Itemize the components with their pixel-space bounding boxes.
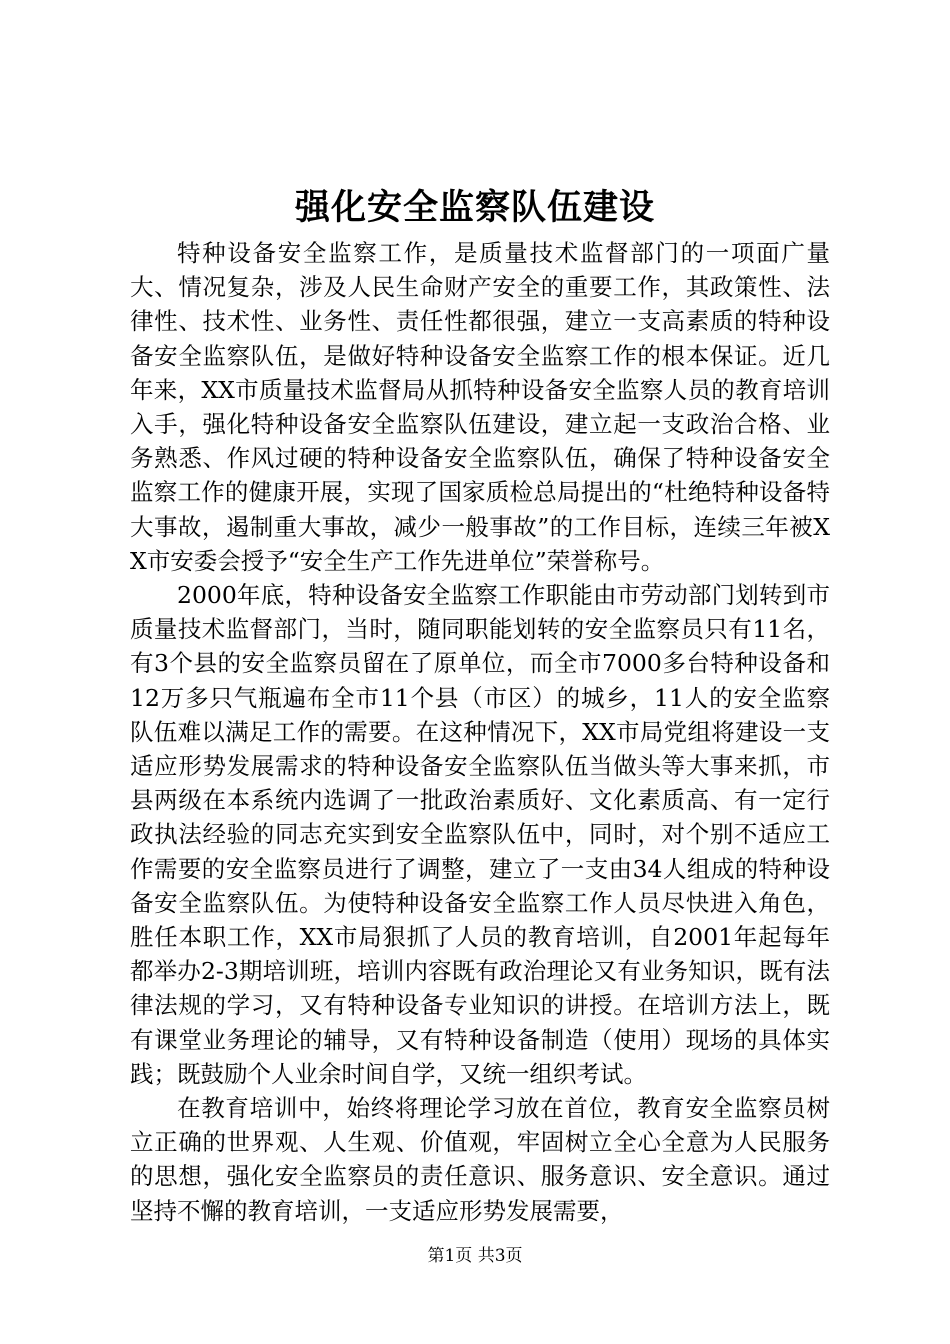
document-body bbox=[130, 236, 830, 1228]
paragraph-3: 在教育培训中，始终将理论学习放在首位，教育安全监察员树立正确的世界观、人生观、价值观，牢固树立全心全意为人民服务的思想，强化安全监察员的责任意识、服务意识、安全意识。通过坚持不懈的教育培训，一支适应形势发展需要， bbox=[130, 1094, 830, 1225]
page-footer: 第1页 共3页 bbox=[427, 1246, 523, 1266]
document-title: 强化安全监察队伍建设 bbox=[294, 187, 655, 228]
paragraph-1: 特种设备安全监察工作，是质量技术监督部门的一项面广量大、情况复杂，涉及人民生命财产安全的重要工作，其政策性、法律性、技术性、业务性、责任性都很强，建立一支高素质的特种设备安全监察队伍，是做好特种设备安全监察工作的根本保证。近几年来，XX市质量技术监督局从抓特种设备安全监察人员的教育培训入手，强化特种设备安全监察队伍建设，建立起一支政治合格、业务熟悉、作风过硬的特种设备安全监察队伍，确保了特种设备安全监察工作的健康开展，实现了国家质检总局提出的“杜绝特种设备特大事故，遏制重大事故，减少一般事故”的工作目标，连续三年被XX市安委会授予“安全生产工作先进单位”荣誉称号。 bbox=[130, 239, 830, 575]
paragraph-2: 2000年底，特种设备安全监察工作职能由市劳动部门划转到市质量技术监督部门，当时，随同职能划转的安全监察员只有11名，有3个县的安全监察员留在了原单位，而全市7000多台特种设备和12万多只气瓶遍布全市11个县（市区）的城乡，11人的安全监察队伍难以满足工作的需要。在这种情况下，XX市局党组将建设一支适应形势发展需求的特种设备安全监察队伍当做头等大事来抓，市县两级在本系统内选调了一批政治素质好、文化素质高、有一定行政执法经验的同志充实到安全监察队伍中，同时，对个别不适应工作需要的安全监察员进行了调整，建立了一支由34人组成的特种设备安全监察队伍。为使特种设备安全监察工作人员尽快进入角色，胜任本职工作，XX市局狠抓了人员的教育培训，自2001年起每年都举办2-3期培训班，培训内容既有政治理论又有业务知识，既有法律法规的学习，又有特种设备专业知识的讲授。在培训方法上，既有课堂业务理论的辅导，又有特种设备制造（使用）现场的具体实践；既鼓励个人业余时间自学，又统一组织考试。 bbox=[130, 581, 830, 1088]
